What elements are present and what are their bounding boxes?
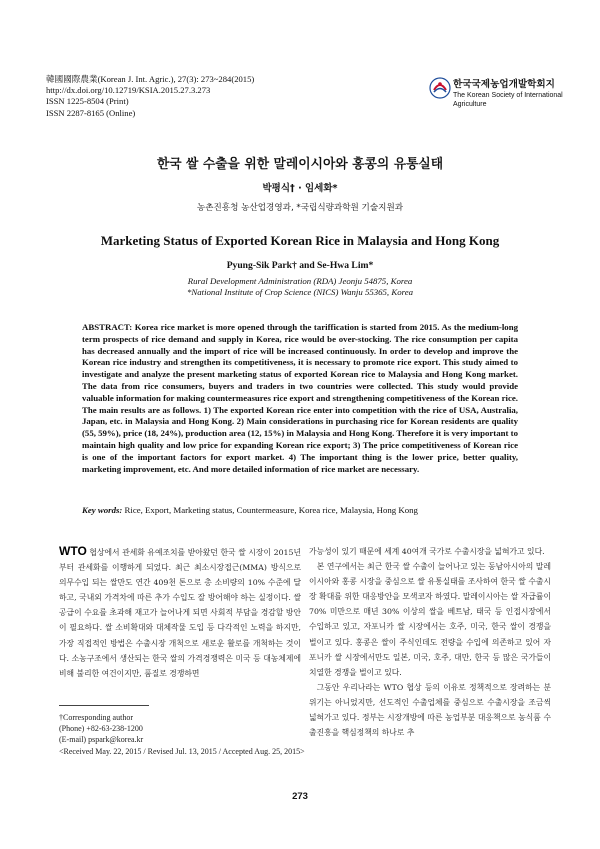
ksia-emblem-icon <box>429 77 451 99</box>
authors-korean: 박평식† · 임세화* <box>262 183 338 194</box>
corresponding-author: †Corresponding author <box>59 713 133 722</box>
author-phone: (Phone) +82-63-238-1200 <box>59 724 143 734</box>
affiliation-rda: Rural Development Administration (RDA) Jeonju 54875, Korea <box>187 276 413 286</box>
logo-name-ko: 한국국제농업개발학회지 <box>453 79 555 90</box>
doi-link[interactable]: http://dx.doi.org/10.12719/KSIA.2015.27.3.273 <box>46 85 211 96</box>
issn-print: ISSN 1225-8504 (Print) <box>46 96 129 107</box>
intro-paragraph-1-cont: 가능성이 있기 때문에 세계 40여개 국가로 수출시장을 넓혀가고 있다. <box>309 547 545 556</box>
author-email[interactable]: (E-mail) pspark@korea.kr <box>59 735 144 745</box>
intro-paragraph-1 <box>59 544 301 681</box>
abstract: ABSTRACT: Korea rice market is more opened through the tariffication is started from 2015. As the medium-long term prospects of rice demand and supply in Korea, rice would be over-stocking. The rice consumption per capita has decreased annually and the import of rice will be increased continuously. In order to develop and improve the Korean rice industry and strengthen its competitiveness, it is necessary to promote rice export. This study aimed to investigate and analyze the present marketing status of exported Korean rice to Malaysia and Hong Kong market. The data from rice consumers, buyers and traders in two countries were collected. This study would provide valuable information for making countermeasures rice export and strengthening competitiveness of the Korean rice. The main results are as follows. 1) The exported Korean rice enter into competition with the rice of USA, Australia, Japan, etc. in Malaysia and Hong Kong. 2) Main considerations in purchasing rice for Korean residents are quality (55, 59%), price (18, 24%), production area (12, 15%) in Malaysia and Hong Kong. Therefore it is very important to maintain high quality and low price for expanding Korean rice export; 3) The price competitiveness of Korean rice is one of the important factors for export market. 4) The important thing is the lower price, better quality, marketing improvement, etc. And more detailed information of rice market are necessary. <box>82 322 518 474</box>
keywords <box>82 505 518 517</box>
title-english: Marketing Status of Exported Korean Rice in Malaysia and Hong Kong <box>100 233 500 248</box>
received-dates: <Received May. 22, 2015 / Revised Jul. 13, 2015 / Accepted Aug. 25, 2015> <box>59 746 305 756</box>
footnote <box>59 712 309 757</box>
footnote-divider <box>59 705 149 706</box>
dropcap-wto: WTO <box>59 544 87 558</box>
intro-paragraph-3: 그동안 우리나라는 WTO 협상 등의 이유로 정책적으로 장려하는 분위기는 아니었지만, 선도적인 수출업체를 중심으로 수출시장을 조금씩 넓혀가고 있다. 정부는 시장개방에 따른 농업부분 대응책으로 농식품 수출진흥을 핵심정책의 하나로 추 <box>309 682 551 738</box>
issn-online: ISSN 2287-8165 (Online) <box>46 107 136 118</box>
affiliation-english <box>0 276 600 299</box>
keywords-list: Rice, Export, Marketing status, Countermeasure, Korea rice, Malaysia, Hong Kong <box>124 505 418 515</box>
affiliation-nics: *National Institute of Crop Science (NICS) Wanju 55365, Korea <box>186 287 414 298</box>
authors-english: Pyung-Sik Park† and Se-Hwa Lim* <box>226 260 374 271</box>
title-korean: 한국 쌀 수출을 위한 말레이시아와 홍콩의 유통실태 <box>156 157 444 172</box>
intro-paragraph-2: 본 연구에서는 최근 한국 쌀 수출이 늘어나고 있는 동남아시아의 말레이시아와 홍콩 시장을 중심으로 쌀 유통실태를 조사하여 한국 쌀 수출시장 확대를 위한 대응방안을 모색코자 하였다. 말레이시아는 쌀 자급률이 70% 미만으로 매년 30% 이상의 쌀을 베트남, 태국 등 인접시장에서 수입하고 있고, 자포니카 쌀 시장에서는 호주, 미국, 한국 쌀이 경쟁을 벌이고 있다. 홍콩은 쌀이 주식인데도 전량을 수입에 의존하고 있어 자포니카 쌀 시장에서만도 일본, 미국, 호주, 대만, 한국 등 많은 국가들이 치열한 경쟁을 벌이고 있다. <box>309 562 551 677</box>
body-column-right <box>309 544 551 740</box>
logo-name-en: The Korean Society of International Agriculture <box>453 92 563 108</box>
affiliation-korean: 농촌진흥청 농산업경영과, *국립식량과학원 기술지원과 <box>196 203 404 213</box>
page-number: 273 <box>292 791 308 802</box>
intro-paragraph-1-text: 협상에서 관세화 유예조치를 받아왔던 한국 쌀 시장이 2015년부터 관세화를 이행하게 되었다. 최근 최소시장접근(MMA) 방식으로 의무수입 되는 쌀만도 연간 409천 톤으로 총 소비량의 10% 수준에 달하고, 국내외 가격차에 따른 추가 수입도 잘 방어해야 하는 실정이다. 쌀 공급이 수요를 초과해 재고가 늘어나게 되면 사회적 부담을 경감할 방안이 필요하다. 쌀 소비확대와 대체작물 도입 등 다각적인 노력을 하지만, 가장 직접적인 방법은 수출시장 개척으로 새로운 활로를 개척하는 것이다. 소농구조에서 생산되는 한국 쌀의 가격경쟁력은 미국 등 대농체제에 비해 불리한 여건이지만, 품질로 경쟁하면 <box>59 548 301 678</box>
journal-citation: 韓國國際農業(Korean J. Int. Agric.), 27(3): 273~284(2015) <box>46 74 255 84</box>
keywords-label: Key words: <box>82 505 123 515</box>
body-column-left <box>59 544 301 681</box>
journal-header <box>46 74 254 119</box>
society-logo <box>429 76 569 116</box>
